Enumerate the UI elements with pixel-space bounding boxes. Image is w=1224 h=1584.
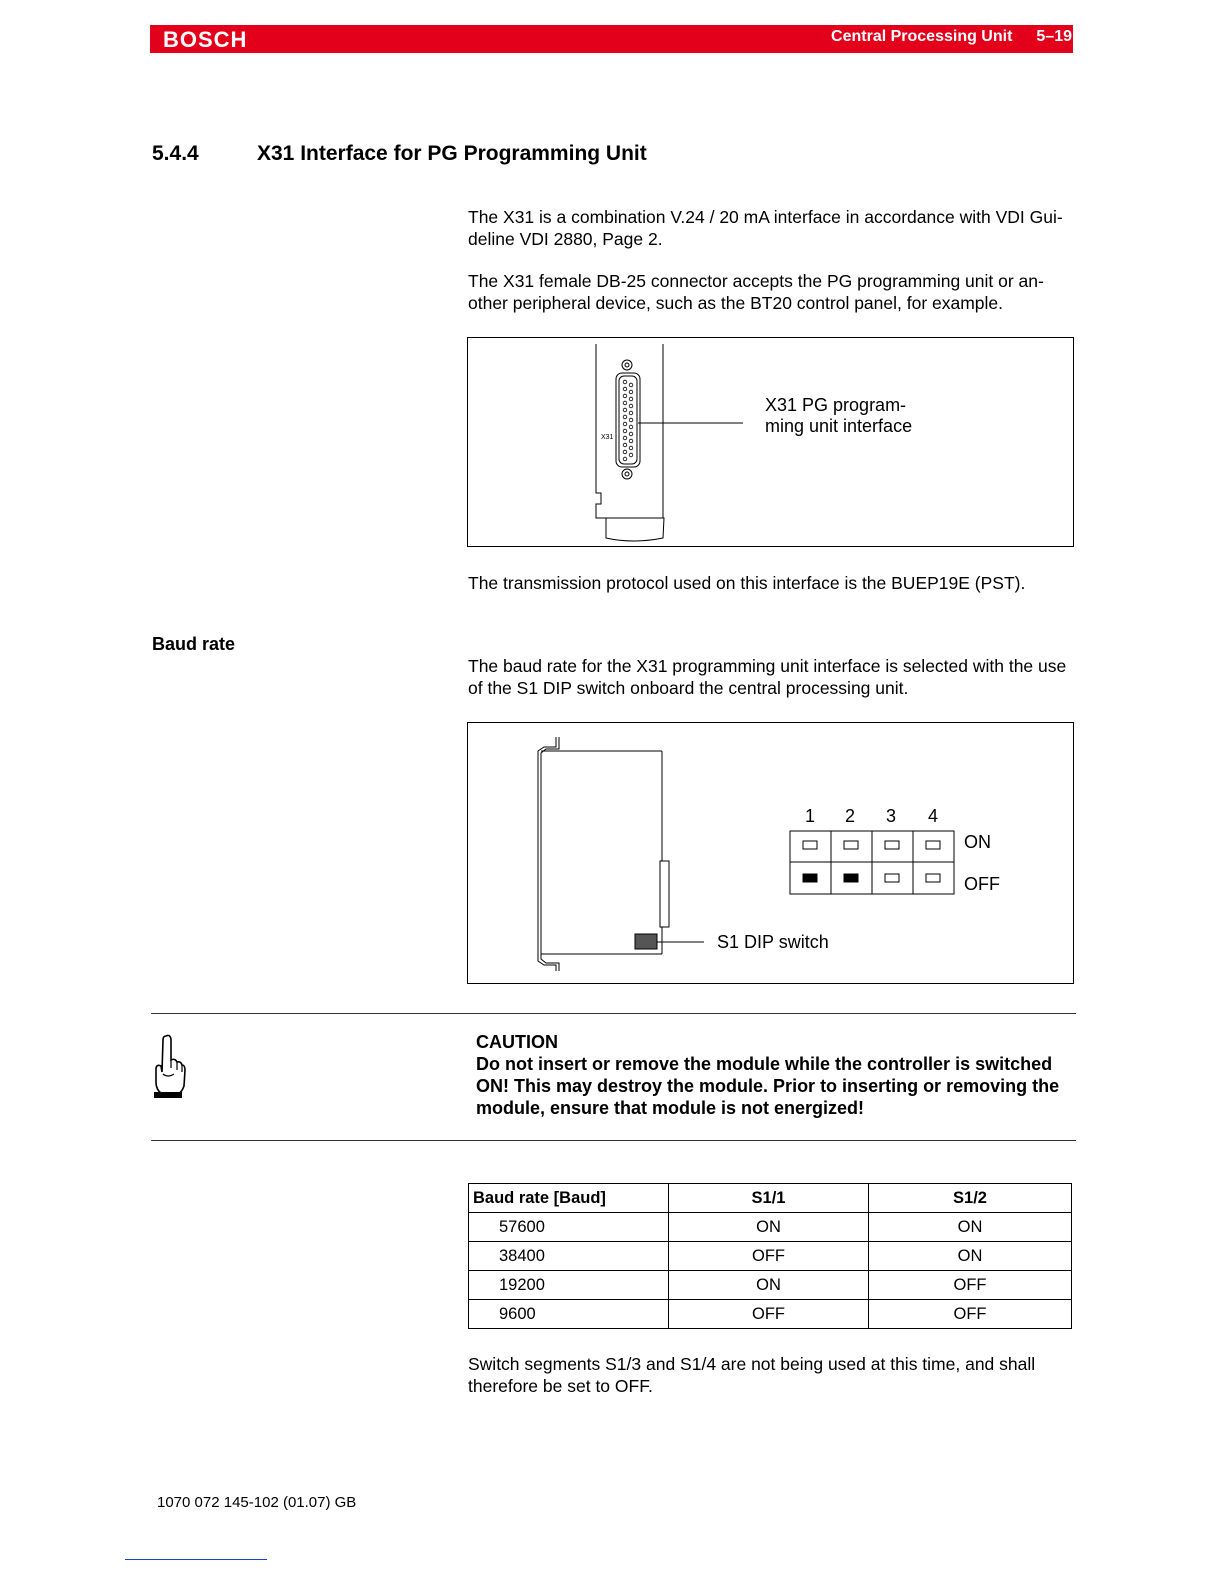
dip-switch-label: S1 DIP switch [717,932,829,952]
caution-title: CAUTION [476,1032,558,1052]
table-cell: OFF [869,1300,1072,1329]
connector-label-2: ming unit interface [765,416,913,436]
header-right [807,28,1072,46]
baud-rate-table [468,1183,1072,1329]
caution-block [476,1031,1076,1119]
table-header: Baud rate [Baud] [469,1184,669,1213]
table-row [469,1271,1072,1300]
divider-bottom [151,1140,1076,1141]
figure-connector [467,337,1074,547]
document-number: 1070 072 145-102 (01.07) GB [157,1494,357,1511]
connector-label-1: X31 PG program- [765,395,907,415]
on-label: ON [964,832,991,852]
table-cell: ON [869,1213,1072,1242]
table-cell: 19200 [469,1271,669,1300]
switch-number-3: 3 [886,806,897,826]
table-row [469,1300,1072,1329]
paragraph-baud: The baud rate for the X31 programming unit interface is selected with the use of the S1 DIP switch onboard the central processing unit. [468,656,1067,698]
switch-number-2: 2 [845,806,856,826]
table-header: S1/2 [869,1184,1072,1213]
table-cell: ON [869,1242,1072,1271]
section-title: X31 Interface for PG Programming Unit [257,142,647,165]
figure-dip-switch [467,722,1074,984]
table-header: S1/1 [669,1184,869,1213]
switch-number-1: 1 [805,806,816,826]
section-number: 5.4.4 [152,142,199,165]
table-cell: OFF [869,1271,1072,1300]
table-row [469,1213,1072,1242]
pointing-hand-icon [152,1034,186,1100]
table-cell: 57600 [469,1213,669,1242]
table-cell: OFF [669,1300,869,1329]
header-section: Central Processing Unit [831,28,1013,45]
table-cell: 38400 [469,1242,669,1271]
footer-link-line [125,1559,267,1560]
paragraph-segments: Switch segments S1/3 and S1/4 are not being used at this time, and shall therefore be set to OFF. [468,1354,1036,1396]
page-number: 5–19 [1036,28,1072,45]
baud-rate-label: Baud rate [152,634,236,654]
paragraph-intro: The X31 is a combination V.24 / 20 mA interface in accordance with VDI Gui-deline VDI 2880, Page 2. [468,207,1063,249]
table-cell: ON [669,1213,869,1242]
table-header-row [469,1184,1072,1213]
off-label: OFF [964,874,1000,894]
paragraph-protocol: The transmission protocol used on this interface is the BUEP19E (PST). [468,573,1026,593]
brand-logo: BOSCH [163,27,248,52]
table-cell: 9600 [469,1300,669,1329]
caution-text: Do not insert or remove the module while the controller is switched ON! This may destroy the module. Prior to inserting or removing the module, ensure that module is not energized! [476,1054,1060,1118]
divider-top [151,1013,1076,1014]
port-label: X31 [601,434,614,441]
table-cell: ON [669,1271,869,1300]
connector-drawing [468,338,1073,546]
table-cell: OFF [669,1242,869,1271]
switch-number-4: 4 [928,806,939,826]
paragraph-connector: The X31 female DB-25 connector accepts the PG programming unit or an-other peripheral device, such as the BT20 control panel, for example. [468,271,1044,313]
table-row [469,1242,1072,1271]
